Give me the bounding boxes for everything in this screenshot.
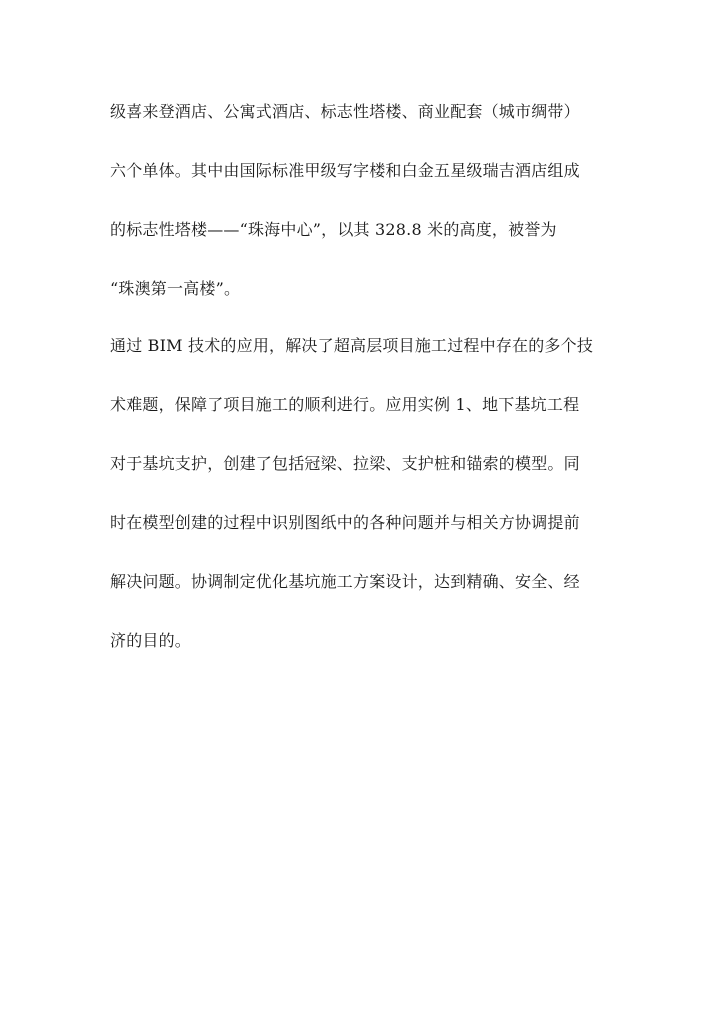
text-line: 的标志性塔楼——“珠海中心”，以其 328.8 米的高度，被誉为 <box>110 220 557 239</box>
text-line: 术难题，保障了项目施工的顺利进行。应用实例 1、地下基坑工程 <box>110 395 580 414</box>
text-line: 济的目的。 <box>110 631 192 650</box>
body-text <box>110 100 614 688</box>
text-line: 级喜来登酒店、公寓式酒店、标志性塔楼、商业配套（城市绸带） <box>110 102 580 121</box>
text-line: 对于基坑支护，创建了包括冠梁、拉梁、支护桩和锚索的模型。同 <box>110 454 580 473</box>
text-line: 解决问题。协调制定优化基坑施工方案设计，达到精确、安全、经 <box>110 572 580 591</box>
text-line: “珠澳第一高楼”。 <box>110 279 241 298</box>
text-line: 时在模型创建的过程中识别图纸中的各种问题并与相关方协调提前 <box>110 513 580 532</box>
text-line: 通过 BIM 技术的应用，解决了超高层项目施工过程中存在的多个技 <box>110 336 594 355</box>
text-line: 六个单体。其中由国际标准甲级写字楼和白金五星级瑞吉酒店组成 <box>110 161 580 180</box>
